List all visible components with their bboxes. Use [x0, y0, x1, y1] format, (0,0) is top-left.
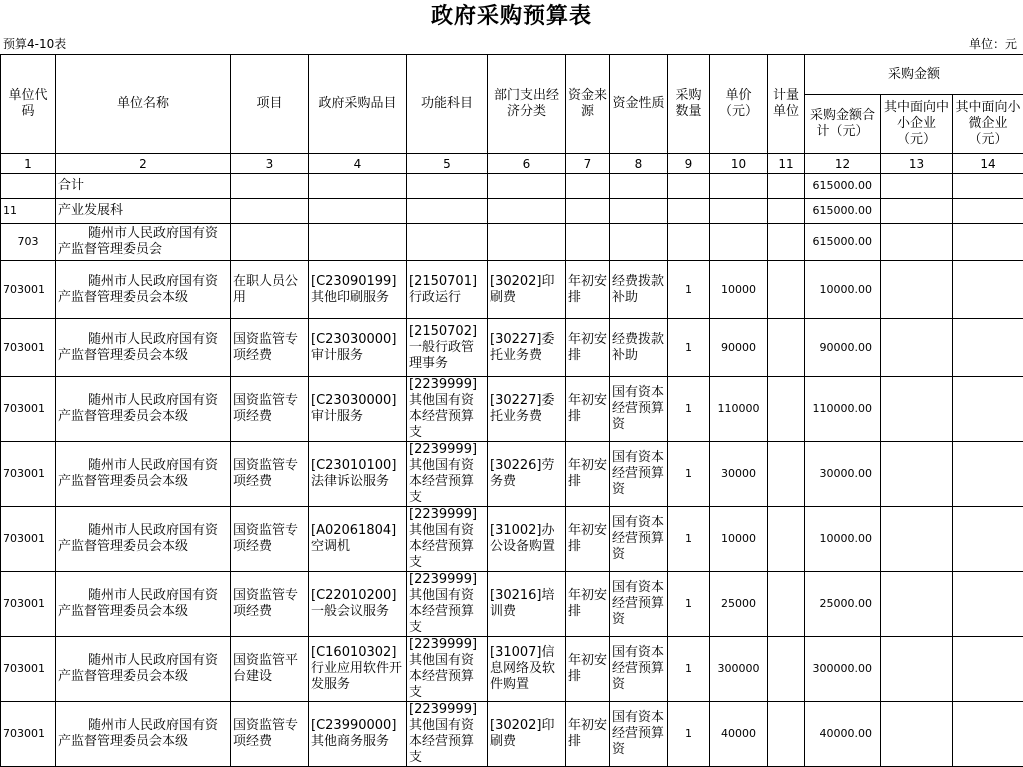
header-amount-group: 采购金额	[805, 55, 1023, 95]
header-function: 功能科目	[407, 55, 488, 154]
index-cell: 3	[231, 154, 309, 174]
table-row	[1, 637, 1023, 702]
unit-code: 703001	[1, 442, 56, 507]
econ-class: [30202]印刷费	[488, 261, 566, 319]
table-row	[1, 442, 1023, 507]
project: 国资监管专项经费	[231, 377, 309, 442]
quantity: 1	[668, 572, 710, 637]
summary-row-total	[1, 174, 1023, 199]
unit-code: 703001	[1, 507, 56, 572]
header-amount-micro: 其中面向小微企业（元）	[953, 95, 1023, 154]
fund-nature: 国有资本经营预算资	[610, 442, 668, 507]
amount-micro	[953, 507, 1023, 572]
amount-total: 10000.00	[805, 261, 881, 319]
index-cell: 14	[953, 154, 1023, 174]
amount-micro	[953, 261, 1023, 319]
unit-name: 合计	[56, 174, 231, 199]
unit-code: 703001	[1, 702, 56, 767]
unit-name: 随州市人民政府国有资产监督管理委员会本级	[56, 319, 231, 377]
index-cell: 4	[309, 154, 407, 174]
econ-class: [30216]培训费	[488, 572, 566, 637]
index-cell: 11	[768, 154, 805, 174]
fund-nature: 国有资本经营预算资	[610, 702, 668, 767]
quantity: 1	[668, 261, 710, 319]
unit-code: 703001	[1, 637, 56, 702]
summary-row-dept	[1, 199, 1023, 224]
amount-total: 90000.00	[805, 319, 881, 377]
quantity: 1	[668, 637, 710, 702]
measure-unit	[768, 702, 805, 767]
amount-micro	[953, 637, 1023, 702]
econ-class: [30227]委托业务费	[488, 377, 566, 442]
index-cell: 9	[668, 154, 710, 174]
amount-sme	[881, 442, 953, 507]
fund-source: 年初安排	[566, 319, 610, 377]
unit-name: 随州市人民政府国有资产监督管理委员会本级	[56, 702, 231, 767]
measure-unit	[768, 442, 805, 507]
unit-name: 随州市人民政府国有资产监督管理委员会本级	[56, 377, 231, 442]
header-econ: 部门支出经济分类	[488, 55, 566, 154]
amount-micro	[953, 702, 1023, 767]
unit-name: 产业发展科	[56, 199, 231, 224]
unit-name: 随州市人民政府国有资产监督管理委员会本级	[56, 572, 231, 637]
fund-source: 年初安排	[566, 261, 610, 319]
quantity: 1	[668, 377, 710, 442]
amount-sme	[881, 637, 953, 702]
page-title: 政府采购预算表	[0, 0, 1023, 34]
amount-total: 110000.00	[805, 377, 881, 442]
index-cell: 5	[407, 154, 488, 174]
fund-nature: 国有资本经营预算资	[610, 377, 668, 442]
header-source: 资金来源	[566, 55, 610, 154]
quantity: 1	[668, 702, 710, 767]
amount-micro	[953, 442, 1023, 507]
header-unit-code: 单位代码	[1, 55, 56, 154]
project: 在职人员公用	[231, 261, 309, 319]
function-subject: [2150702]一般行政管理事务	[407, 319, 488, 377]
amount-sme	[881, 319, 953, 377]
measure-unit	[768, 507, 805, 572]
table-number: 预算4-10表	[3, 34, 66, 54]
unit-price: 90000	[710, 319, 768, 377]
measure-unit	[768, 377, 805, 442]
function-subject: [2239999]其他国有资本经营预算支	[407, 637, 488, 702]
project: 国资监管专项经费	[231, 319, 309, 377]
amount-total: 300000.00	[805, 637, 881, 702]
header-amount-sme: 其中面向中小企业（元）	[881, 95, 953, 154]
amount-total: 30000.00	[805, 442, 881, 507]
econ-class: [30227]委托业务费	[488, 319, 566, 377]
amount-micro	[953, 319, 1023, 377]
index-cell: 10	[710, 154, 768, 174]
project: 国资监管专项经费	[231, 442, 309, 507]
index-cell: 7	[566, 154, 610, 174]
unit-name: 随州市人民政府国有资产监督管理委员会本级	[56, 261, 231, 319]
unit-code	[1, 174, 56, 199]
measure-unit	[768, 572, 805, 637]
fund-nature: 国有资本经营预算资	[610, 637, 668, 702]
unit-price: 110000	[710, 377, 768, 442]
econ-class: [31007]信息网络及软件购置	[488, 637, 566, 702]
procurement-item: [C23990000]其他商务服务	[309, 702, 407, 767]
index-cell: 2	[56, 154, 231, 174]
table-row	[1, 507, 1023, 572]
procurement-item: [C23030000]审计服务	[309, 319, 407, 377]
unit-name: 随州市人民政府国有资产监督管理委员会	[56, 224, 231, 261]
econ-class: [30226]劳务费	[488, 442, 566, 507]
unit-price: 30000	[710, 442, 768, 507]
amount-total: 615000.00	[805, 174, 881, 199]
table-row	[1, 261, 1023, 319]
budget-table	[0, 54, 1023, 767]
table-row	[1, 319, 1023, 377]
index-cell: 1	[1, 154, 56, 174]
unit-price: 40000	[710, 702, 768, 767]
measure-unit	[768, 319, 805, 377]
unit-code: 703	[1, 224, 56, 261]
fund-nature: 经费拨款补助	[610, 319, 668, 377]
unit-label: 单位：元	[969, 34, 1017, 54]
project: 国资监管专项经费	[231, 702, 309, 767]
procurement-item: [C23030000]审计服务	[309, 377, 407, 442]
header-unit-name: 单位名称	[56, 55, 231, 154]
unit-name: 随州市人民政府国有资产监督管理委员会本级	[56, 637, 231, 702]
header-measure: 计量单位	[768, 55, 805, 154]
index-cell: 12	[805, 154, 881, 174]
unit-code: 703001	[1, 261, 56, 319]
unit-price: 25000	[710, 572, 768, 637]
amount-total: 40000.00	[805, 702, 881, 767]
function-subject: [2239999]其他国有资本经营预算支	[407, 507, 488, 572]
index-cell: 8	[610, 154, 668, 174]
unit-name: 随州市人民政府国有资产监督管理委员会本级	[56, 442, 231, 507]
header-item: 政府采购品目	[309, 55, 407, 154]
unit-code: 703001	[1, 319, 56, 377]
amount-total: 25000.00	[805, 572, 881, 637]
fund-source: 年初安排	[566, 507, 610, 572]
amount-sme	[881, 572, 953, 637]
function-subject: [2150701]行政运行	[407, 261, 488, 319]
function-subject: [2239999]其他国有资本经营预算支	[407, 572, 488, 637]
unit-code: 703001	[1, 377, 56, 442]
amount-total: 615000.00	[805, 199, 881, 224]
header-price: 单价（元）	[710, 55, 768, 154]
header-nature: 资金性质	[610, 55, 668, 154]
quantity: 1	[668, 507, 710, 572]
procurement-item: [A02061804]空调机	[309, 507, 407, 572]
amount-total: 10000.00	[805, 507, 881, 572]
procurement-item: [C23010100]法律诉讼服务	[309, 442, 407, 507]
unit-code: 11	[1, 199, 56, 224]
quantity: 1	[668, 442, 710, 507]
measure-unit	[768, 637, 805, 702]
table-row	[1, 702, 1023, 767]
procurement-item: [C16010302]行业应用软件开发服务	[309, 637, 407, 702]
index-cell: 6	[488, 154, 566, 174]
unit-price: 10000	[710, 507, 768, 572]
amount-sme	[881, 702, 953, 767]
unit-price: 300000	[710, 637, 768, 702]
amount-total: 615000.00	[805, 224, 881, 261]
unit-code: 703001	[1, 572, 56, 637]
header-project: 项目	[231, 55, 309, 154]
measure-unit	[768, 261, 805, 319]
project: 国资监管平台建设	[231, 637, 309, 702]
unit-price: 10000	[710, 261, 768, 319]
function-subject: [2239999]其他国有资本经营预算支	[407, 442, 488, 507]
amount-micro	[953, 377, 1023, 442]
header-amount-total: 采购金额合计（元）	[805, 95, 881, 154]
econ-class: [31002]办公设备购置	[488, 507, 566, 572]
function-subject: [2239999]其他国有资本经营预算支	[407, 377, 488, 442]
econ-class: [30202]印刷费	[488, 702, 566, 767]
function-subject: [2239999]其他国有资本经营预算支	[407, 702, 488, 767]
summary-row-unit	[1, 224, 1023, 261]
fund-source: 年初安排	[566, 637, 610, 702]
header-qty: 采购数量	[668, 55, 710, 154]
unit-name: 随州市人民政府国有资产监督管理委员会本级	[56, 507, 231, 572]
fund-nature: 经费拨款补助	[610, 261, 668, 319]
table-row	[1, 572, 1023, 637]
fund-source: 年初安排	[566, 702, 610, 767]
fund-source: 年初安排	[566, 442, 610, 507]
project: 国资监管专项经费	[231, 507, 309, 572]
fund-source: 年初安排	[566, 377, 610, 442]
procurement-item: [C22010200]一般会议服务	[309, 572, 407, 637]
index-cell: 13	[881, 154, 953, 174]
procurement-item: [C23090199]其他印刷服务	[309, 261, 407, 319]
amount-sme	[881, 377, 953, 442]
fund-nature: 国有资本经营预算资	[610, 507, 668, 572]
quantity: 1	[668, 319, 710, 377]
amount-sme	[881, 507, 953, 572]
project: 国资监管专项经费	[231, 572, 309, 637]
fund-nature: 国有资本经营预算资	[610, 572, 668, 637]
amount-sme	[881, 261, 953, 319]
table-row	[1, 377, 1023, 442]
fund-source: 年初安排	[566, 572, 610, 637]
amount-micro	[953, 572, 1023, 637]
